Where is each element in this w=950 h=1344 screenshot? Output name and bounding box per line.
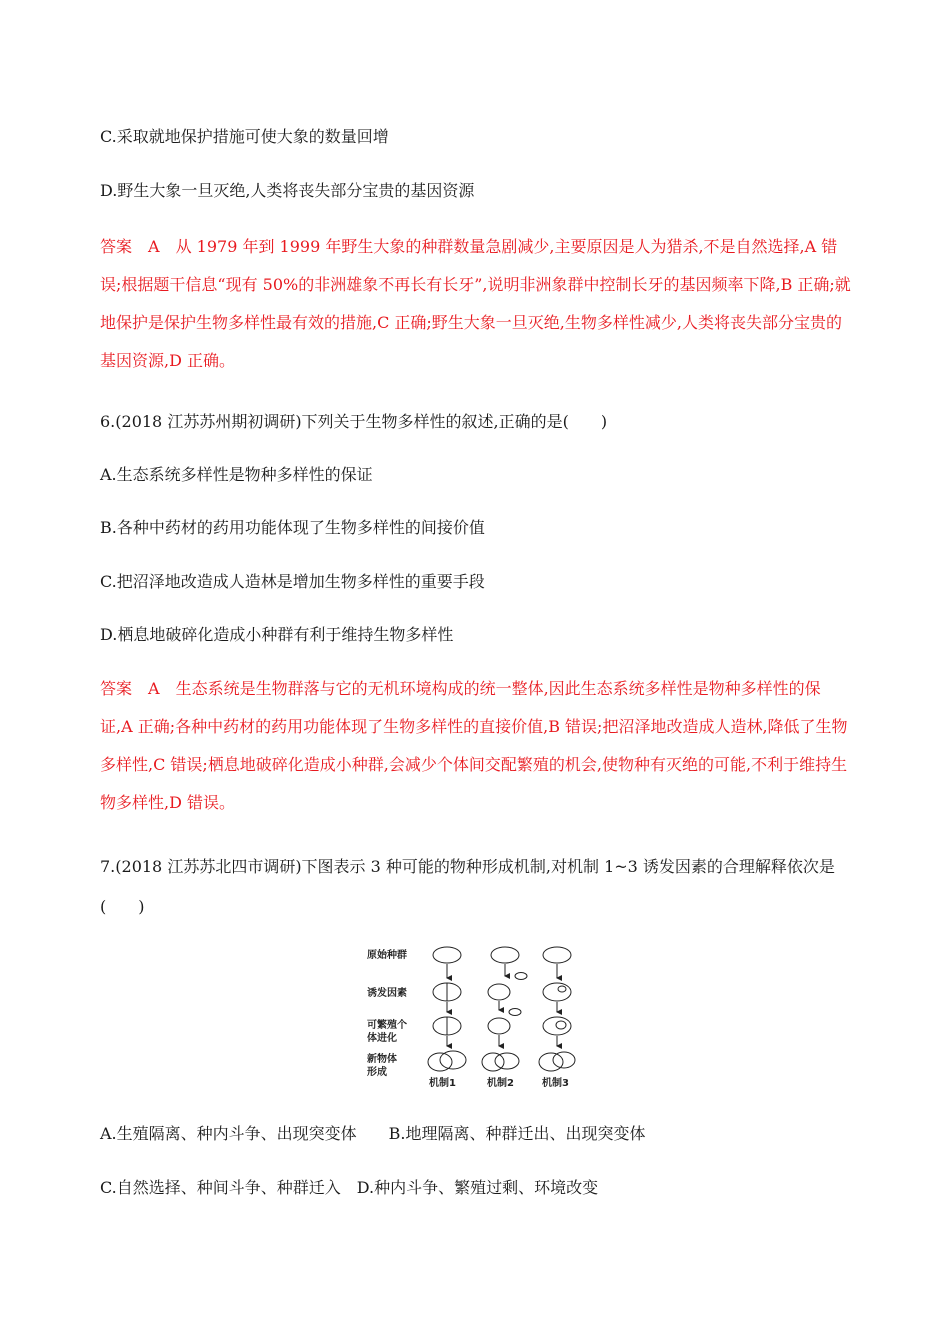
speciation-diagram (365, 940, 585, 1090)
answer-explanation: 从 1979 年到 1999 年野生大象的种群数量急剧减少,主要原因是人为猎杀,不是自然选择,A 错误;根据题干信息“现有 50%的非洲雄象不再长有长牙”,说明非洲象群中控制长牙的基因频率下降,B 正确;就地保护是保护生物多样性最有效的措施,C 正确;野生大象一旦灭绝,生物多样性减少,人类将丧失部分宝贵的基因资源,D 正确。 (100, 237, 851, 370)
mechanism-2-column (482, 947, 527, 1071)
answer-explanation: 生态系统是生物群落与它的无机环境构成的统一整体,因此生态系统多样性是物种多样性的保证,A 正确;各种中药材的药用功能体现了生物多样性的直接价值,B 错误;把沼泽地改造成人造林,降低了生物多样性,C 错误;栖息地破碎化造成小种群,会减少个体间交配繁殖的机会,使物种有灭绝的可能,不利于维持生物多样性,D 错误。 (100, 679, 848, 812)
row-label-original: 原始种群 (367, 950, 407, 961)
q5-answer (100, 228, 852, 380)
q6-option-a: A.生态系统多样性是物种多样性的保证 (100, 465, 373, 484)
q6-option-b: B.各种中药材的药用功能体现了生物多样性的间接价值 (100, 518, 485, 537)
mechanism-3-label: 机制3 (542, 1078, 569, 1089)
q5-option-c: C.采取就地保护措施可使大象的数量回增 (100, 127, 389, 146)
q7-stem-bracket: ( ) (100, 897, 145, 916)
q6-stem: 6.(2018 江苏苏州期初调研)下列关于生物多样性的叙述,正确的是( ) (100, 412, 608, 431)
row-label-trigger: 诱发因素 (367, 988, 407, 999)
row-label-evolve-2: 体进化 (367, 1033, 397, 1044)
answer-choice: A (148, 237, 160, 256)
answer-label: 答案 (100, 679, 133, 698)
q7-options-cd: C.自然选择、种间斗争、种群迁入 D.种内斗争、繁殖过剩、环境改变 (100, 1178, 599, 1197)
row-label-new-1: 新物体 (367, 1054, 397, 1065)
answer-label: 答案 (100, 237, 133, 256)
q7-options-ab: A.生殖隔离、种内斗争、出现突变体 B.地理隔离、种群迁出、出现突变体 (100, 1124, 646, 1143)
mechanism-2-label: 机制2 (487, 1078, 514, 1089)
row-label-new-2: 形成 (367, 1067, 387, 1078)
mechanism-3-column (539, 947, 575, 1071)
answer-choice: A (148, 679, 160, 698)
mechanism-1-column (428, 947, 466, 1071)
q6-option-c: C.把沼泽地改造成人造林是增加生物多样性的重要手段 (100, 572, 485, 591)
q6-option-d: D.栖息地破碎化造成小种群有利于维持生物多样性 (100, 625, 454, 644)
mechanism-1-label: 机制1 (429, 1078, 456, 1089)
q6-answer (100, 670, 852, 822)
row-label-evolve-1: 可繁殖个 (367, 1020, 407, 1031)
q5-option-d: D.野生大象一旦灭绝,人类将丧失部分宝贵的基因资源 (100, 181, 475, 200)
speciation-mechanism-figure (365, 940, 585, 1090)
q7-stem: 7.(2018 江苏苏北四市调研)下图表示 3 种可能的物种形成机制,对机制 1~3 诱发因素的合理解释依次是 (100, 857, 835, 876)
